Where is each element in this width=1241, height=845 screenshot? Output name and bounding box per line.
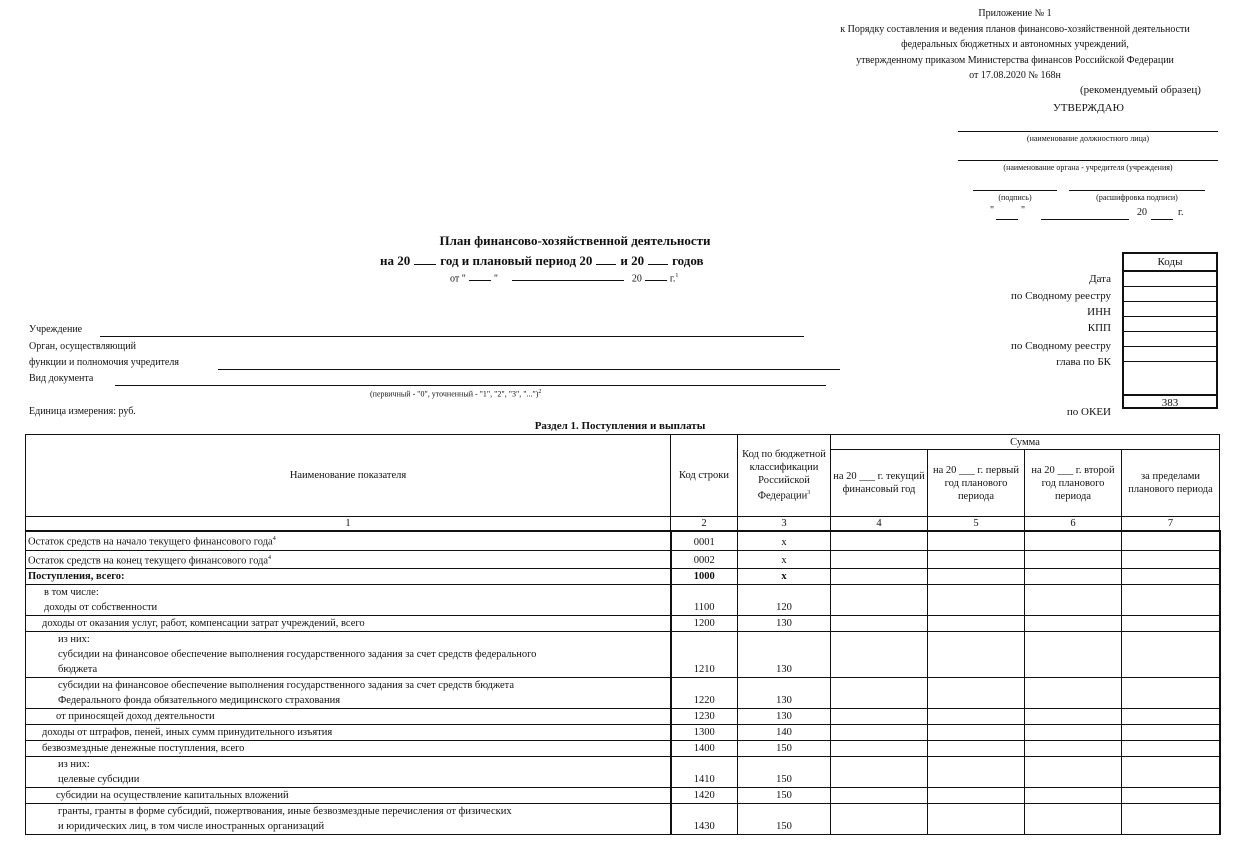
value-cell[interactable] — [928, 757, 1025, 788]
period-part: на 20 — [380, 253, 411, 268]
value-cell[interactable] — [1122, 632, 1220, 678]
value-cell[interactable] — [1122, 585, 1220, 616]
organ-caption: (наименование органа - учредителя (учреждения) — [1003, 163, 1173, 172]
row-name-text: целевые субсидии — [58, 774, 140, 785]
table-row — [26, 569, 1220, 585]
approval-date-quote: " — [990, 205, 995, 216]
value-cell[interactable] — [928, 569, 1025, 585]
organ-line — [218, 369, 840, 370]
code-cell-registry-2[interactable] — [1122, 331, 1218, 346]
table-row — [26, 788, 1220, 804]
code-label-inn: ИНН — [1087, 306, 1111, 318]
value-cell[interactable] — [928, 725, 1025, 741]
value-cell[interactable] — [1122, 569, 1220, 585]
value-cell[interactable] — [1025, 632, 1122, 678]
value-cell[interactable] — [831, 632, 928, 678]
value-cell[interactable] — [831, 757, 928, 788]
date-quote: " — [493, 273, 498, 285]
table-row — [26, 709, 1220, 725]
row-name — [26, 632, 671, 678]
value-cell[interactable] — [1025, 725, 1122, 741]
row-name: от приносящей доход деятельности — [26, 709, 671, 725]
value-cell[interactable] — [1122, 616, 1220, 632]
row-name — [26, 804, 671, 835]
row-code: 0001 — [671, 531, 738, 550]
header-sum: Сумма — [831, 435, 1220, 450]
row-kbk: 130 — [738, 632, 831, 678]
period-part: и 20 — [620, 253, 645, 268]
appendix-line: от 17.08.2020 № 168н — [969, 70, 1061, 81]
col-number: 1 — [26, 517, 671, 532]
row-code: 1220 — [671, 678, 738, 709]
row-name-text: бюджета — [58, 664, 98, 675]
value-cell[interactable] — [1025, 757, 1122, 788]
header-kbk-text: Код по бюджетной классификации Российской Федерации — [742, 449, 826, 502]
value-cell[interactable] — [831, 788, 928, 804]
appendix-line: федеральных бюджетных и автономных учреждений, — [901, 39, 1129, 50]
decode-caption: (расшифровка подписи) — [1096, 193, 1178, 202]
code-label-okei: по ОКЕИ — [1066, 406, 1111, 418]
header-beyond-plan: за пределами планового периода — [1122, 450, 1220, 517]
value-cell[interactable] — [1025, 741, 1122, 757]
organ-line — [958, 160, 1218, 161]
header-current-year: на 20 ___ г. текущий финансовый год — [831, 450, 928, 517]
row-name-text: и юридических лиц, в том числе иностранных организаций — [58, 821, 325, 832]
value-cell[interactable] — [928, 632, 1025, 678]
row-kbk: 150 — [738, 741, 831, 757]
institution-line — [100, 336, 804, 337]
approval-month-line — [1041, 219, 1129, 220]
footnote-marker: 1 — [675, 273, 679, 279]
value-cell[interactable] — [1025, 678, 1122, 709]
table-row — [26, 585, 1220, 616]
doc-type-line — [115, 385, 826, 386]
row-name-text: Остаток средств на начало текущего финансового года — [28, 536, 273, 548]
value-cell[interactable] — [831, 531, 928, 550]
row-code: 1300 — [671, 725, 738, 741]
document-title: План финансово-хозяйственной деятельности — [439, 233, 711, 248]
value-cell[interactable] — [1122, 531, 1220, 550]
approval-year-line — [1151, 219, 1173, 220]
value-cell[interactable] — [1122, 550, 1220, 569]
document-period — [380, 253, 704, 269]
row-code: 1400 — [671, 741, 738, 757]
value-cell[interactable] — [831, 550, 928, 569]
value-cell[interactable] — [831, 616, 928, 632]
code-cell-registry[interactable] — [1122, 286, 1218, 301]
col-number: 2 — [671, 517, 738, 532]
row-kbk: х — [738, 569, 831, 585]
value-cell[interactable] — [831, 678, 928, 709]
row-name: Поступления, всего: — [26, 569, 671, 585]
table-row — [26, 757, 1220, 788]
value-cell[interactable] — [1025, 569, 1122, 585]
header-first-plan-year: на 20 ___ г. первый год планового периода — [928, 450, 1025, 517]
row-name-text: Остаток средств на конец текущего финансового года — [28, 555, 269, 566]
row-kbk: 120 — [738, 585, 831, 616]
row-code: 1200 — [671, 616, 738, 632]
col-number: 7 — [1122, 517, 1220, 532]
code-cell-kpp[interactable] — [1122, 316, 1218, 331]
value-cell[interactable] — [928, 709, 1025, 725]
row-name: доходы от оказания услуг, работ, компенсации затрат учреждений, всего — [26, 616, 671, 632]
approval-year-suffix: г. — [1178, 207, 1184, 218]
value-cell[interactable] — [831, 585, 928, 616]
col-number: 5 — [928, 517, 1025, 532]
value-cell[interactable] — [1025, 550, 1122, 569]
value-cell[interactable] — [1122, 757, 1220, 788]
table-row — [26, 741, 1220, 757]
row-name-text: доходы от собственности — [44, 602, 158, 613]
row-code: 1000 — [671, 569, 738, 585]
decode-line — [1069, 190, 1205, 191]
row-name: доходы от штрафов, пеней, иных сумм принудительного изъятия — [26, 725, 671, 741]
row-kbk: 150 — [738, 804, 831, 835]
row-code: 1100 — [671, 585, 738, 616]
table-row — [26, 550, 1220, 569]
signature-line — [973, 190, 1057, 191]
row-prefix: из них: — [58, 634, 90, 645]
row-code: 1230 — [671, 709, 738, 725]
appendix-line: утвержденному приказом Министерства финансов Российской Федерации — [856, 54, 1174, 66]
row-name — [26, 678, 671, 709]
income-expense-table — [25, 434, 1221, 835]
codes-panel — [1122, 252, 1218, 409]
value-cell[interactable] — [1025, 531, 1122, 550]
row-prefix: в том числе: — [44, 587, 99, 598]
value-cell[interactable] — [1122, 709, 1220, 725]
row-code: 1430 — [671, 804, 738, 835]
row-kbk: х — [738, 531, 831, 550]
value-cell[interactable] — [928, 585, 1025, 616]
section-title: Раздел 1. Поступления и выплаты — [534, 420, 706, 432]
value-cell[interactable] — [1122, 741, 1220, 757]
row-code: 1410 — [671, 757, 738, 788]
code-cell-okei: 383 — [1122, 394, 1218, 409]
row-code: 0002 — [671, 550, 738, 569]
value-cell[interactable] — [928, 678, 1025, 709]
document-date — [450, 273, 678, 284]
footnote-marker: 3 — [807, 490, 811, 497]
approval-day-line — [996, 219, 1018, 220]
value-cell[interactable] — [831, 741, 928, 757]
value-cell[interactable] — [831, 804, 928, 835]
approval-title: УТВЕРЖДАЮ — [1053, 102, 1124, 114]
codes-header: Коды — [1122, 252, 1218, 271]
row-name-text: субсидии на финансовое обеспечение выполнения государственного задания за счет средств бюджета — [58, 680, 515, 691]
col-number: 4 — [831, 517, 928, 532]
value-cell[interactable] — [831, 709, 928, 725]
header-row-code: Код строки — [671, 435, 738, 517]
value-cell[interactable] — [928, 550, 1025, 569]
approval-year-prefix: 20 — [1137, 207, 1147, 218]
row-name — [26, 757, 671, 788]
date-from: от " — [450, 273, 466, 285]
organ-label-1: Орган, осуществляющий — [29, 341, 136, 352]
row-name — [26, 585, 671, 616]
row-name-text: Федерального фонда обязательного медицинского страхования — [58, 695, 341, 706]
organ-label-2: функции и полномочия учредителя — [29, 357, 179, 368]
doc-type-caption — [370, 389, 541, 399]
row-name-text: субсидии на финансовое обеспечение выполнения государственного задания за счет средств федерального — [58, 649, 537, 660]
row-name: субсидии на осуществление капитальных вложений — [26, 788, 671, 804]
value-cell[interactable] — [831, 725, 928, 741]
value-cell[interactable] — [928, 804, 1025, 835]
official-caption: (наименование должностного лица) — [1026, 134, 1150, 143]
code-cell-blank[interactable] — [1122, 361, 1218, 394]
code-cell-date[interactable] — [1122, 271, 1218, 286]
value-cell[interactable] — [928, 788, 1025, 804]
col-number: 6 — [1025, 517, 1122, 532]
header-second-plan-year: на 20 ___ г. второй год планового периода — [1025, 450, 1122, 517]
footnote-marker: 2 — [538, 389, 542, 395]
footnote-marker: 4 — [268, 554, 272, 561]
value-cell[interactable] — [928, 531, 1025, 550]
row-kbk: 140 — [738, 725, 831, 741]
code-label-date: Дата — [1089, 273, 1111, 285]
institution-label: Учреждение — [29, 324, 83, 335]
row-kbk: 130 — [738, 709, 831, 725]
code-label-bk: глава по БК — [1056, 356, 1111, 368]
value-cell[interactable] — [1025, 804, 1122, 835]
value-cell[interactable] — [1122, 788, 1220, 804]
value-cell[interactable] — [928, 741, 1025, 757]
date-g: г. — [669, 273, 676, 285]
header-kbk — [738, 435, 831, 517]
appendix-line: к Порядку составления и ведения планов финансово-хозяйственной деятельности — [840, 23, 1190, 35]
row-kbk: 150 — [738, 788, 831, 804]
unit-label: Единица измерения: руб. — [29, 406, 136, 417]
table-row — [26, 725, 1220, 741]
row-name — [26, 550, 671, 569]
row-name-text: гранты, гранты в форме субсидий, пожертвования, иные безвозмездные перечисления от физических — [58, 806, 512, 817]
row-kbk: х — [738, 550, 831, 569]
period-part: год и плановый период 20 — [440, 253, 593, 268]
table-row — [26, 804, 1220, 835]
row-code: 1420 — [671, 788, 738, 804]
value-cell[interactable] — [1025, 788, 1122, 804]
date-year: 20 — [631, 273, 642, 285]
code-label-registry: по Сводному реестру — [1011, 290, 1111, 302]
period-part: годов — [672, 253, 704, 268]
row-prefix: из них: — [58, 759, 90, 770]
row-name — [26, 531, 671, 550]
value-cell[interactable] — [1025, 616, 1122, 632]
value-cell[interactable] — [1122, 678, 1220, 709]
table-row — [26, 632, 1220, 678]
code-cell-inn[interactable] — [1122, 301, 1218, 316]
approval-date-quote: " — [1021, 205, 1026, 216]
row-code: 1210 — [671, 632, 738, 678]
signature-caption: (подпись) — [998, 193, 1032, 202]
row-kbk: 130 — [738, 616, 831, 632]
value-cell[interactable] — [1122, 725, 1220, 741]
value-cell[interactable] — [831, 569, 928, 585]
doc-type-caption-text: (первичный - "0", уточненный - "1", "2", "3", "...") — [370, 389, 539, 399]
doc-type-label: Вид документа — [29, 373, 94, 384]
table-row — [26, 678, 1220, 709]
row-name: безвозмездные денежные поступления, всего — [26, 741, 671, 757]
code-label-kpp: КПП — [1087, 322, 1111, 334]
header-name: Наименование показателя — [26, 435, 671, 517]
value-cell[interactable] — [1025, 709, 1122, 725]
appendix-header — [800, 6, 1230, 84]
code-cell-bk[interactable] — [1122, 346, 1218, 361]
table-row — [26, 531, 1220, 550]
value-cell[interactable] — [928, 616, 1025, 632]
value-cell[interactable] — [1025, 585, 1122, 616]
table-row — [26, 616, 1220, 632]
row-kbk: 150 — [738, 757, 831, 788]
col-number: 3 — [738, 517, 831, 532]
appendix-line: Приложение № 1 — [978, 8, 1052, 19]
footnote-marker: 4 — [272, 536, 276, 542]
recommended-sample: (рекомендуемый образец) — [1080, 84, 1201, 96]
official-line — [958, 131, 1218, 132]
code-label-registry-2: по Сводному реестру — [1011, 340, 1111, 352]
row-kbk: 130 — [738, 678, 831, 709]
value-cell[interactable] — [1122, 804, 1220, 835]
